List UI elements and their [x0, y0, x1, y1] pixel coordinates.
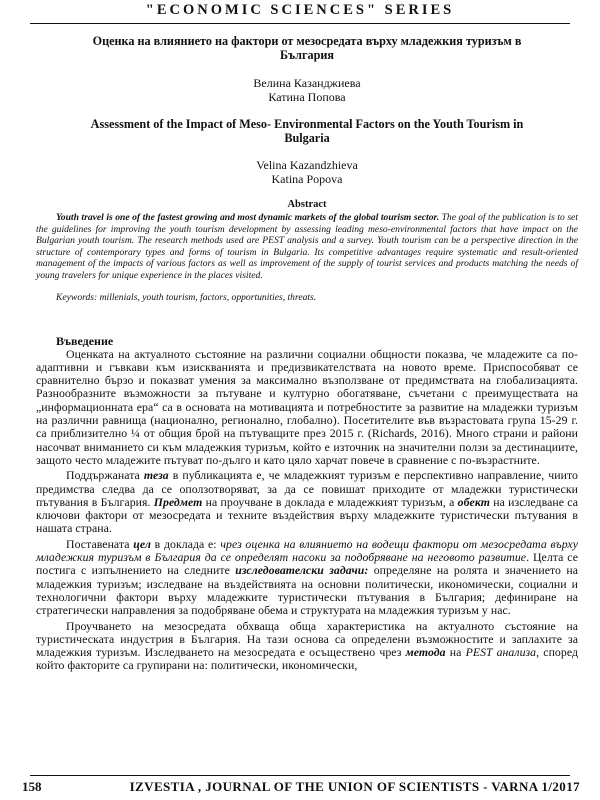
- author-name: Katina Popova: [271, 172, 343, 186]
- term-predmet: Предмет: [153, 494, 203, 509]
- term-teza: теза: [143, 468, 169, 483]
- body-paragraph-4: [36, 620, 578, 673]
- body-paragraph-2: [36, 469, 578, 535]
- text-run: определяне на ролята и значението на младежкия туризъм; изследване на въздействията на основни политически, икономически, социални и технологични фактори върху младежките туристически пътувания в България; дефиниране на стратегически направления за подобряване обема и структурата на младежкия туризъм у нас.: [36, 563, 578, 618]
- text-run: на: [445, 645, 466, 660]
- term-pest-analysis: PEST анализа,: [465, 645, 540, 660]
- text-run: Поставената: [66, 536, 134, 551]
- authors-english: [36, 158, 578, 186]
- text-run: Поддържаната: [66, 468, 144, 483]
- abstract-lead-sentence: Youth travel is one of the fastest growing and most dynamic markets of the global tourism sector.: [56, 212, 440, 223]
- author-name: Велина Казанджиева: [253, 76, 361, 90]
- text-run: на проучване в доклада е младежкият туризъм, а: [202, 494, 458, 509]
- header-rule: [30, 23, 570, 24]
- text-run: в публикацията е, че младежкият туризъм е перспективно направление, чиито предимства следва да се оползотворяват, за да се повишат приходите от младежки туристически пътувания в България.: [36, 468, 578, 509]
- body-paragraph-3: [36, 538, 578, 618]
- text-run: Проучването на мезосредата обхваща обща характеристика на актуалното състояние на туристическата индустрия в България. На тази основа са определени възможностите и заплахите за младежкия туризъм. Изследването на мезосредата е осъществено чрез: [36, 618, 578, 660]
- article-content: [36, 34, 578, 673]
- text-run: . Целта се постига с изпълнението на следните: [36, 550, 578, 578]
- text-run: според който факторите са групирани на: политически, икономически,: [36, 645, 579, 673]
- text-run: в доклада е:: [150, 536, 221, 551]
- page-number: 158: [22, 779, 42, 794]
- abstract-heading: Abstract: [287, 199, 327, 210]
- text-run: на изследване са ключови фактори от мезосредата и техните въздействия върху младежките туристически пътувания в нашата страна.: [36, 494, 578, 536]
- goal-statement: чрез оценка на влиянието на водещи фактори от мезосредата върху младежкия туризъм в България да се определят насоки за подобряване на неговото развитие: [36, 536, 578, 565]
- title-bulgarian: Оценка на влиянието на фактори от мезосредата върху младежкия туризъм в България: [92, 34, 522, 62]
- term-obekt: обект: [457, 494, 490, 509]
- page-footer: [22, 779, 580, 797]
- footer-rule: [30, 775, 570, 776]
- keywords: Keywords: millenials, youth tourism, factors, opportunities, threats.: [56, 291, 317, 303]
- section-heading-introduction: Въведение: [56, 333, 114, 348]
- term-cel: цел: [133, 536, 151, 551]
- series-header: "ECONOMIC SCIENCES" SERIES: [145, 2, 455, 18]
- abstract-body: The goal of the publication is to set the guidelines for improving the youth tourism development by assessing leading meso-environmental factors that have impact on the Bulgarian youth tourism. The research methods used are PEST analysis and a survey. Youth tourism can be a perspective direction in the structure of contemporary types and forms of tourism in Bulgaria. Its competitive advantages require systematic and result-oriented management of the impacts of various factors as well as improvement of the supply of tourist services and products matching the needs of young travelers for unique experience in the places visited.: [36, 212, 578, 281]
- title-english: Assessment of the Impact of Meso- Environmental Factors on the Youth Tourism in Bulgaria: [90, 117, 524, 145]
- author-name: Velina Kazandzhieva: [256, 158, 358, 172]
- authors-bulgarian: [36, 76, 578, 104]
- term-research-tasks: изследователски задачи:: [235, 563, 369, 578]
- abstract-text: [36, 212, 578, 282]
- journal-name: IZVESTIA , JOURNAL OF THE UNION OF SCIENTISTS - VARNA 1/2017: [129, 779, 580, 794]
- body-paragraph-1: Оценката на актуалното състояние на различни социални общности показва, че младежите са по-адаптивни и гъвкави към изискванията и предизвикателствата на новото време. Приспособяват се сравнително бързо и показват умения за максимално възползване от предимствата на глобализацията. Разнообразните възможности за пътуване и културно обогатяване, съчетани с преимуществата на „информационната ера“ са в основата на мотивацията и потребностите за развитие на младежки туризъм на различни равнища (национално, регионално, глобално). Посетителите във възрастовата група 15-29 г. са приблизително ¼ от общия брой на пътуващите през 2015 г. (Richards, 2016). Много страни и райони насочват вниманието си към младежкия туризъм, който е източник на значителни ползи за дестинациите, защото често младежите пътуват по-дълго и като цяло харчат повече в сравнение с по-възрастните.: [36, 346, 578, 467]
- author-name: Катина Попова: [268, 90, 346, 104]
- term-metoda: метода: [405, 645, 446, 660]
